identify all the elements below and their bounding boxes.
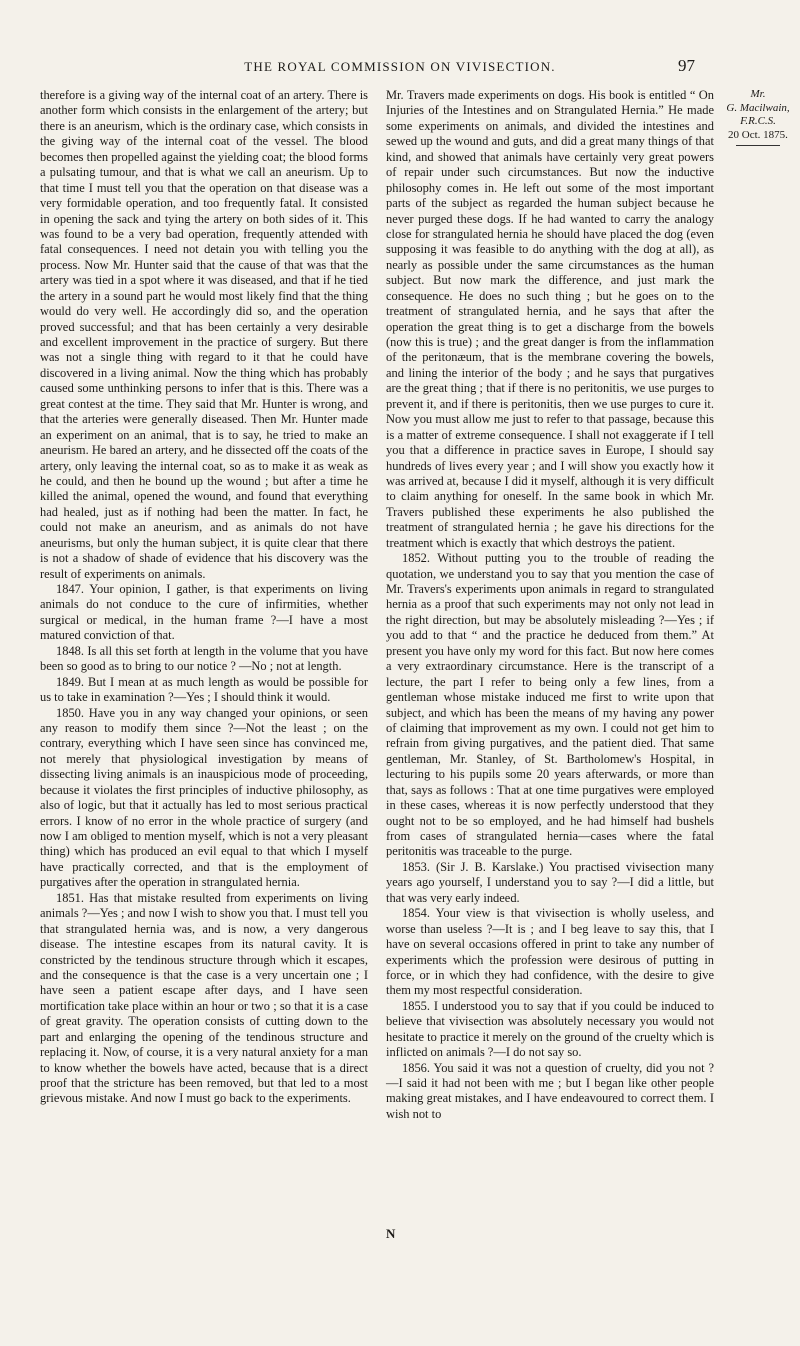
paragraph-1847: 1847. Your opinion, I gather, is that experiments on living animals do not conduce to the cure of infirmities, whether surgical or medical, in the human frame ?—I have a most matured conviction of that.: [40, 582, 368, 643]
page-header: [0, 56, 800, 80]
witness-name: G. Macilwain,: [726, 101, 790, 114]
paragraph-1855: 1855. I understood you to say that if you could be induced to believe that vivisection was absolutely necessary you would not hesitate to practice it merely on the ground of the cruelty which is inflicted on animals ?—I do not say so.: [386, 998, 714, 1060]
margin-rule: [736, 145, 780, 146]
paragraph-1854: 1854. Your view is that vivisection is wholly useless, and worse than useless ?—It is ; and I beg leave to say this, that I have on several occasions offered in print to take any number of experiments which the profession were desirous of putting in force, or in which they had confidence, with the desire to give them my most respectful consideration.: [386, 906, 714, 998]
witness-title: Mr.: [750, 88, 766, 100]
paragraph-1852: 1852. Without putting you to the trouble of reading the quotation, we understand you to say that you mention the case of Mr. Travers's experiments upon animals in regard to strangulated hernia as a proof that such experiments may not only not lead in the right direction, but may be absolutely misleading ?—Yes ; if you add to that “ and the practice he deduced from them.” At present you have only my word for this fact. But now here comes a very extraordinary circumstance. Here is the transcript of a lecture, the part I refer to being only a few lines, from a gentleman whose mistake induced me first to write upon that subject, and which has been the means of my having any power of claiming that improvement as my own. I could not get him to refrain from giving purgatives, and the patient died. That same gentleman, Mr. Stanley, of St. Bartholomew's Hospital, in lecturing to his pupils some 20 years afterwards, or more than that, says as follows : That at one time purgatives were employed in these cases, whereas it is now perfectly understood that they ought not to be so employed, and he had himself had bushels from cases of strangulated hernia—cases where the fatal peritonitis was traceable to the purge.: [386, 551, 714, 859]
left-column: [40, 88, 368, 1107]
paragraph-1848: 1848. Is all this set forth at length in the volume that you have been so good as to bring to our notice ? —No ; not at length.: [40, 643, 368, 674]
running-head: THE ROYAL COMMISSION ON VIVISECTION.: [244, 59, 556, 74]
witness-qualification: F.R.C.S.: [740, 115, 776, 127]
witness-margin-note: [723, 88, 793, 146]
session-date: 20 Oct. 1875.: [728, 128, 788, 141]
paragraph-1853: 1853. (Sir J. B. Karslake.) You practised vivisection many years ago yourself, I understand you to say ?—I did a little, but that was very early indeed.: [386, 859, 714, 905]
paragraph-1850: 1850. Have you in any way changed your opinions, or seen any reason to modify them since ?—Not the least ; on the contrary, everything which I have seen since has convinced me, not merely that physiological investigation by means of dissecting living animals is an inauspicious mode of proceeding, because it violates the first principles of inductive philosophy, as also of logic, but that it actually has led to most serious practical errors. I know of no error in the whole practice of surgery (and now I am obliged to mention myself, which is not a very pleasant thing) which has produced an evil equal to that which I myself have practically corrected, and that is the employment of purgatives after the operation in strangulated hernia.: [40, 705, 368, 890]
page-number: 97: [678, 56, 695, 75]
right-column: [386, 88, 714, 1122]
paragraph-1849: 1849. But I mean at as much length as would be possible for us to take in examination ?—Yes ; I should think it would.: [40, 674, 368, 705]
paragraph-1851: 1851. Has that mistake resulted from experiments on living animals ?—Yes ; and now I wish to show you that. I must tell you that strangulated hernia was, and is now, a very dangerous disease. The intestine escapes from its natural cavity. It is constricted by the tendinous structure through which it escapes, and the consequence is that the case is a very uncertain one ; I have seen a patient escape after days, and I have seen mortification take place within an hour or two ; so that it is a case of great gravity. The operation consists of cutting down to the part and enlarging the opening of the tendinous structure and replacing it. Now, of course, it is a very natural anxiety for a man to know whether the bowels have acted, because that is a direct proof that the stricture has been removed, but that led to a most grievous mistake. And now I must go back to the experiments.: [40, 890, 368, 1106]
paragraph-intro: therefore is a giving way of the internal coat of an artery. There is another form which consists in the enlargement of the artery; but there is an aneurism, which is the ordinary case, which consists in the giving way of the internal coat of the vessel. The blood becomes then propelled against the yielding coat; the blood forms a pulsating tumour, and that is what we call an aneurism. Up to that time I must tell you that the operation on that disease was a very formidable operation, and too frequently fatal. It consisted in opening the sack and tying the artery on both sides of it. This was found to be a very bad operation, frequently attended with fatal consequences. I need not detain you with telling you the process. Now Mr. Hunter said that the cause of that was that the artery was tied in a spot where it was diseased, and that if he tied the artery in a sound part he would most likely find that the thing would do very well. He accordingly did so, and the operation proved successful; and that has been certainly a very desirable and excellent improvement in the practice of surgery. But there was not a single thing with regard to it that he could have discovered in a living animal. Now the thing which has probably caused some unthinking persons to infer that is this. There was a great contest at the time. They said that Mr. Hunter is wrong, and that the arteries were generally diseased. Then Mr. Hunter made an experiment on an animal, that is to say, he tried to make an aneurism. He bared an artery, and he dissected off the coats of the artery, only leaving the internal coat, so as to make it as weak as he could, and then he bound up the wound ; but after a time he killed the animal, opened the wound, and found that everything had healed, just as if nothing had been the matter. In fact, he could not make an aneurism, and as animals do not have aneurisms, but only the human subject, it is quite clear that there is not a shadow of shade of evidence that his discovery was the result of experiments on animals.: [40, 88, 368, 581]
signature-mark: N: [386, 1226, 396, 1241]
paragraph-travers: Mr. Travers made experiments on dogs. His book is entitled “ On Injuries of the Intestines and on Strangulated Hernia.” He made some experiments on animals, and divided the intestines and sewed up the wound and guts, and did a great many things of that kind, and showed that animals have certainly very great powers of repair under such circumstances. But now the inductive philosophy comes in. He left out some of the most important parts of the subject as regarded the human subject because he never purged these dogs. If he had wanted to carry the analogy close for strangulated hernia he should have placed the dog (even supposing it was feasible to do anything with the dog at all), as nearly as possible under the same circumstances as the human subject. But now mark the difference, and just mark the consequence. He does no such thing ; but he goes on to the treatment of strangulated hernia, and he says that after the operation the great thing is to get a discharge from the bowels (now this is true) ; and the great danger is from the inflammation of the peritonæum, that is the membrane covering the bowels, and lining the interior of the body ; and he says that purgatives are the great thing ; that if there is no peritonitis, we use purges to prevent it, and if there is peritonitis, then we use purges to cure it. Now you must allow me just to refer to that passage, because this is a matter of extreme consequence. I shall not exaggerate if I tell you that a difference in practice saves in Europe, I should say hundreds of lives every year ; and I will show you exactly how it was arrived at, because I did it myself, although it is very difficult to claim anything for oneself. In the same book in which Mr. Travers published these experiments he also published the treatment of strangulated hernia ; he gave his directions for the treatment which is exactly that which destroys the patient.: [386, 88, 714, 550]
paragraph-1856: 1856. You said it was not a question of cruelty, did you not ?—I said it had not been with me ; but I began like other people making great mistakes, and I have endeavoured to correct them. I wish not to: [386, 1060, 714, 1121]
